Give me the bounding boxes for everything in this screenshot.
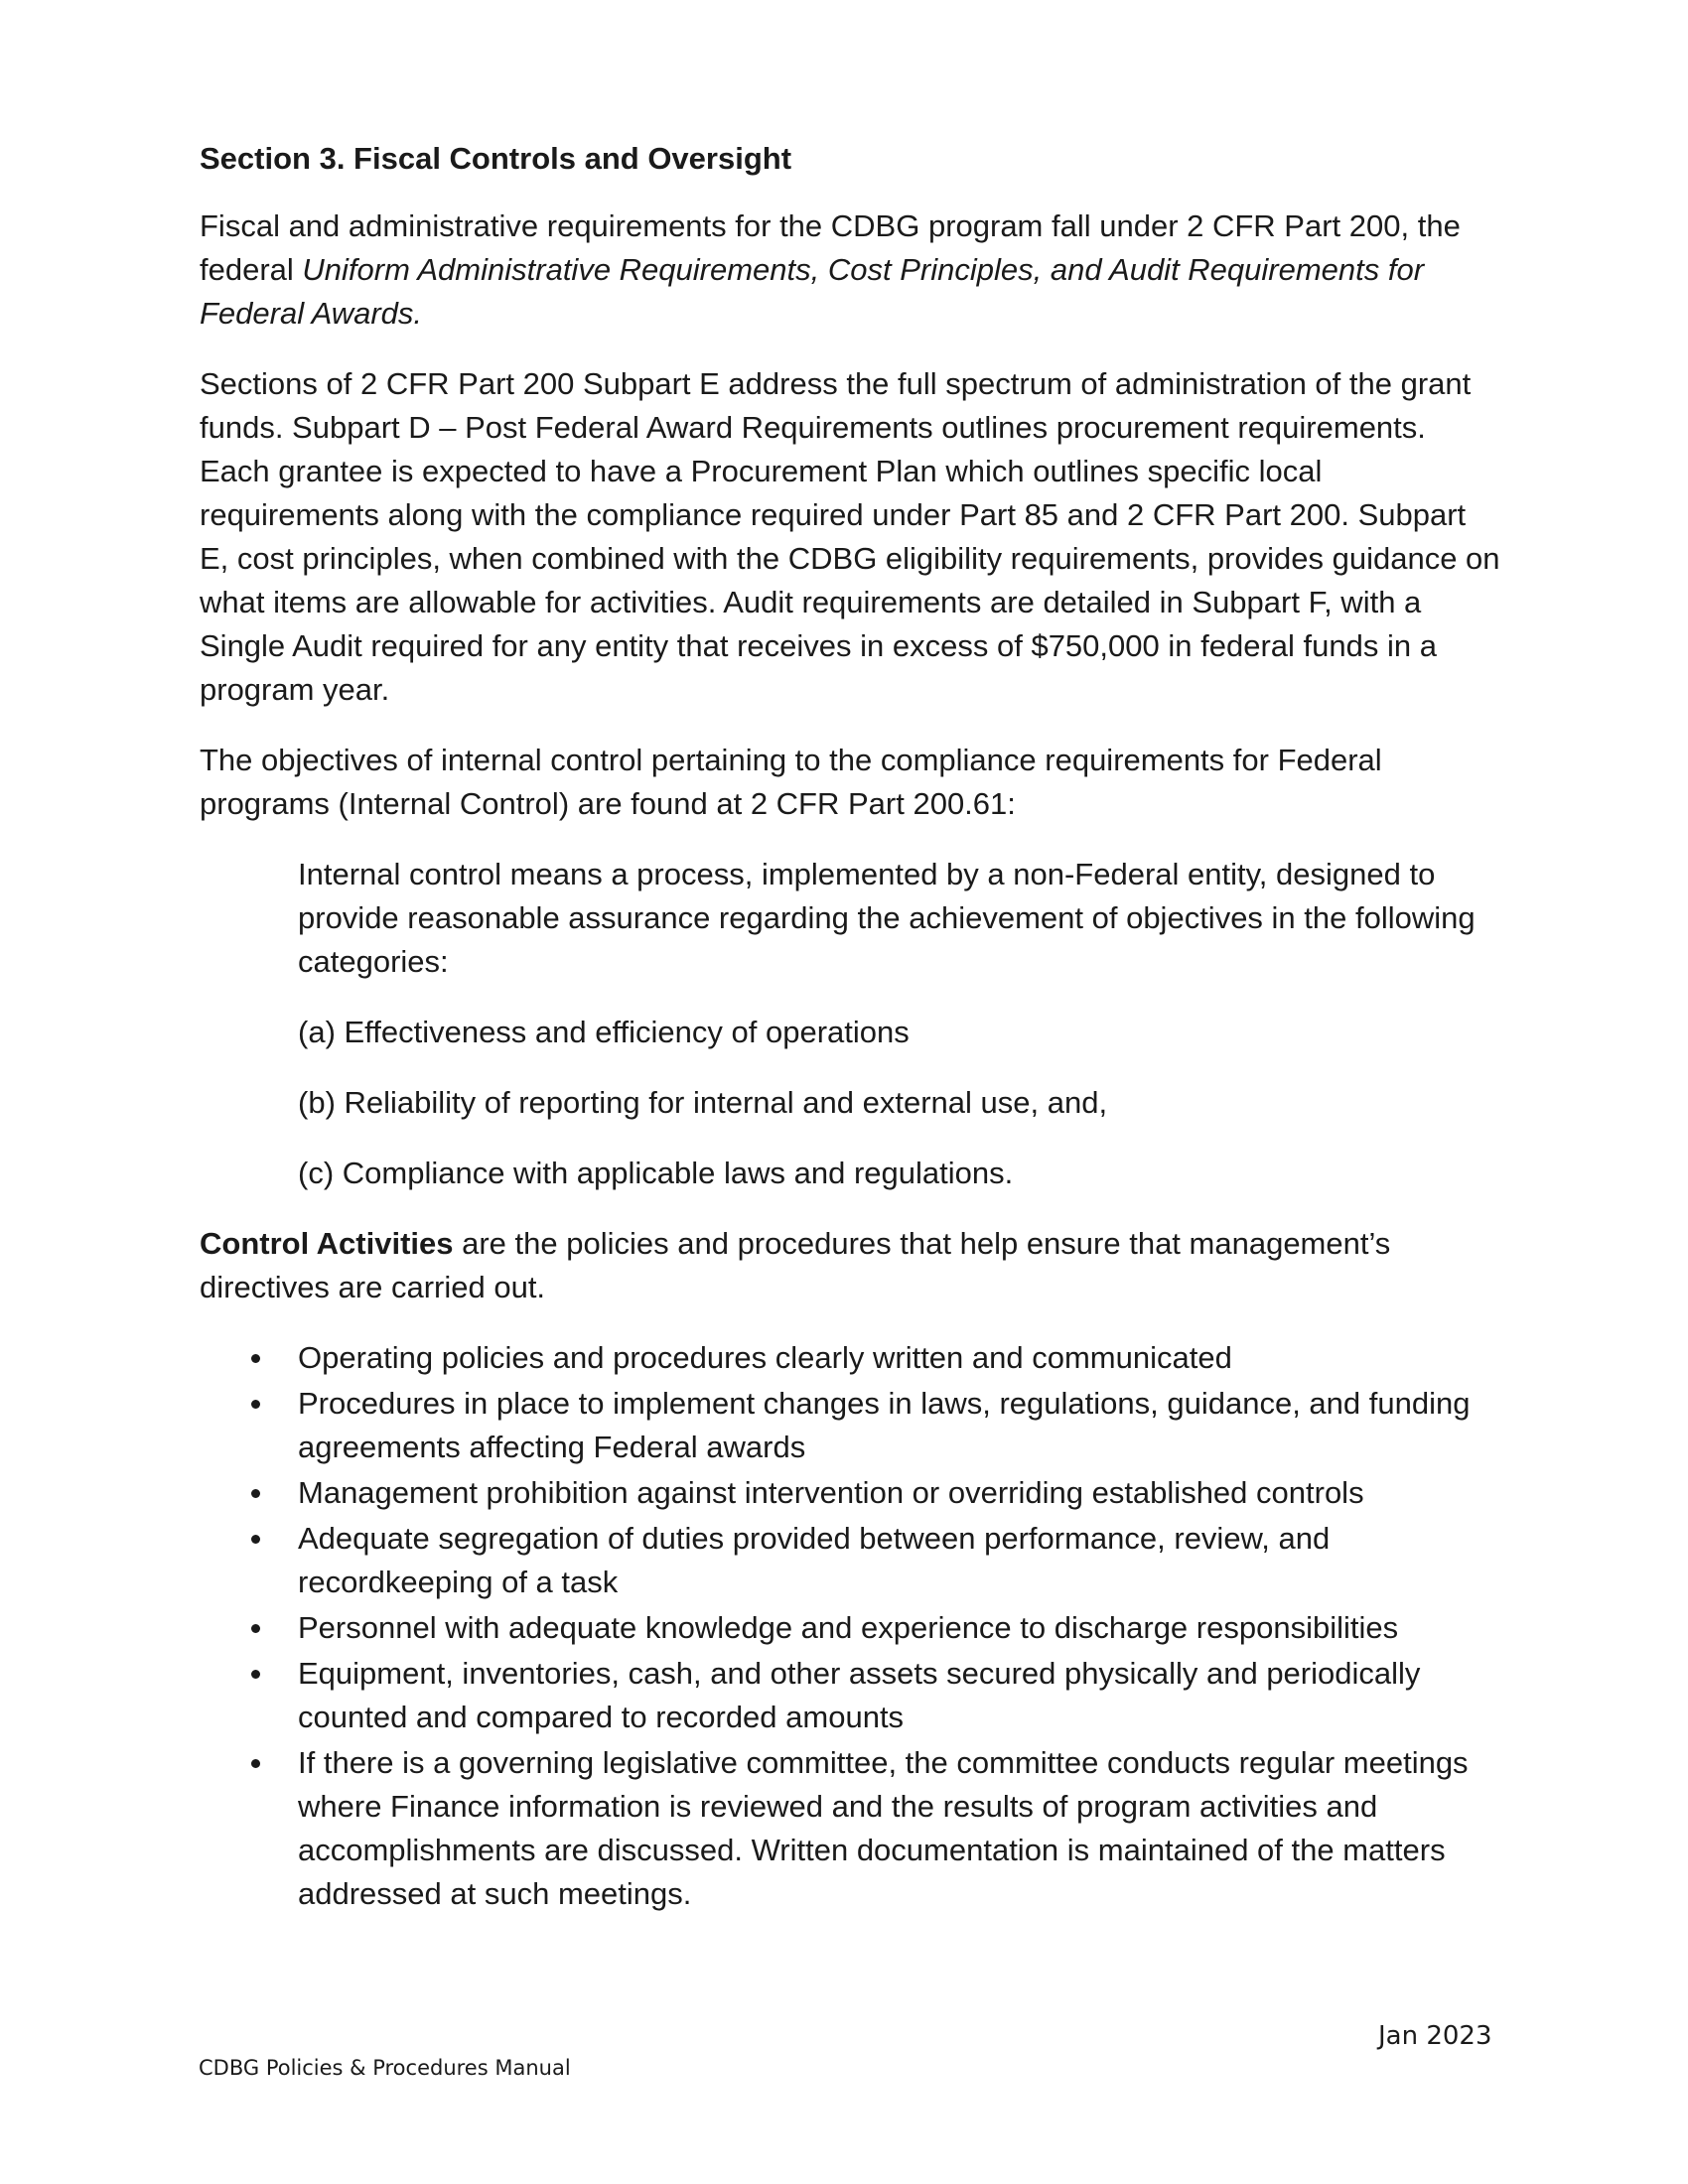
bullet-icon	[251, 1489, 260, 1498]
document-body	[200, 137, 1500, 1918]
list-item	[200, 1471, 1500, 1515]
paragraph-fiscal-requirements	[200, 205, 1500, 336]
quote-intro: Internal control means a process, implemented by a non-Federal entity, designed to provide reasonable assurance regarding the achievement of objectives in the following categories:	[298, 857, 1476, 979]
list-item-text: Management prohibition against intervention or overriding established controls	[298, 1475, 1364, 1510]
list-item	[200, 1382, 1500, 1469]
footer-date: Jan 2023	[1378, 2021, 1492, 2051]
list-item	[200, 1652, 1500, 1739]
internal-control-quote	[298, 853, 1500, 1195]
list-item	[200, 1336, 1500, 1380]
bullet-icon	[251, 1400, 260, 1409]
control-activities-list	[200, 1336, 1500, 1916]
quote-item-a: (a) Effectiveness and efficiency of operations	[298, 1015, 910, 1049]
paragraph-subparts: Sections of 2 CFR Part 200 Subpart E address the full spectrum of administration of the grant funds. Subpart D – Post Federal Award Requirements outlines procurement requirements. Each grantee is expected to have a Procurement Plan which outlines specific local requirements along with the compliance required under Part 85 and 2 CFR Part 200. Subpart E, cost principles, when combined with the CDBG eligibility requirements, provides guidance on what items are allowable for activities. Audit requirements are detailed in Subpart F, with a Single Audit required for any entity that receives in excess of $750,000 in federal funds in a program year.	[200, 366, 1500, 707]
list-item-text: Procedures in place to implement changes in laws, regulations, guidance, and funding agreements affecting Federal awards	[298, 1386, 1471, 1464]
bullet-icon	[251, 1670, 260, 1679]
quote-item-b: (b) Reliability of reporting for internal and external use, and,	[298, 1085, 1108, 1120]
list-item-text: Operating policies and procedures clearly written and communicated	[298, 1340, 1232, 1375]
list-item	[200, 1606, 1500, 1650]
list-item-text: Personnel with adequate knowledge and experience to discharge responsibilities	[298, 1610, 1399, 1645]
section-heading: Section 3. Fiscal Controls and Oversight	[200, 141, 792, 176]
quote-item-c: (c) Compliance with applicable laws and regulations.	[298, 1156, 1014, 1190]
bullet-icon	[251, 1759, 260, 1768]
regulation-title: Uniform Administrative Requirements, Cost Principles, and Audit Requirements for Federal Awards.	[200, 252, 1425, 331]
bullet-icon	[251, 1354, 260, 1363]
control-activities-term: Control Activities	[200, 1226, 454, 1261]
list-item-text: Adequate segregation of duties provided between performance, review, and recordkeeping of a task	[298, 1521, 1331, 1599]
list-item	[200, 1741, 1500, 1916]
paragraph-control-activities	[200, 1222, 1500, 1309]
list-item-text: If there is a governing legislative committee, the committee conducts regular meetings where Finance information is reviewed and the results of program activities and accomplishments are discussed. Written documentation is maintained of the matters addressed at such meetings.	[298, 1745, 1469, 1911]
footer-manual-title: CDBG Policies & Procedures Manual	[199, 2056, 571, 2080]
bullet-icon	[251, 1535, 260, 1544]
paragraph-fiscal-text: Fiscal and administrative requirements for the CDBG program fall under 2 CFR Part 200, the federal	[200, 208, 1461, 287]
bullet-icon	[251, 1624, 260, 1633]
list-item	[200, 1517, 1500, 1604]
control-activities-definition: are the policies and procedures that help ensure that management’s directives are carried out.	[200, 1226, 1391, 1304]
list-item-text: Equipment, inventories, cash, and other assets secured physically and periodically counted and compared to recorded amounts	[298, 1656, 1421, 1734]
paragraph-internal-control-objectives: The objectives of internal control pertaining to the compliance requirements for Federal programs (Internal Control) are found at 2 CFR Part 200.61:	[200, 743, 1382, 821]
